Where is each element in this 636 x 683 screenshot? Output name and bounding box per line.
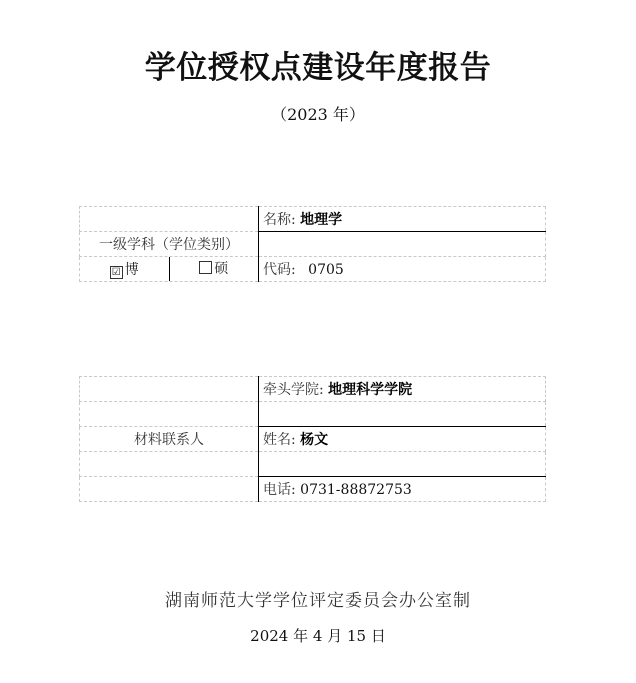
checkbox-checked-icon[interactable]: ☑ (110, 266, 123, 279)
phone-cell (259, 477, 546, 502)
person-value: 杨文 (300, 432, 329, 448)
phone-label: 电话: (263, 482, 296, 498)
issuing-office: 湖南师范大学学位评定委员会办公室制 (165, 591, 471, 611)
discipline-table (79, 206, 546, 282)
discipline-code-value: 0705 (308, 262, 344, 278)
college-label: 牵头学院: (263, 382, 324, 398)
degree-option-master[interactable] (169, 257, 259, 281)
contact-table (79, 376, 546, 502)
degree-doctor-label: 博 (124, 262, 139, 278)
discipline-name-cell (259, 207, 546, 232)
college-cell (259, 377, 546, 402)
issue-date: 2024 年 4 月 15 日 (250, 627, 386, 645)
discipline-code-label: 代码: (263, 262, 296, 278)
discipline-name-label: 名称: (263, 212, 296, 228)
discipline-name-value: 地理学 (300, 212, 343, 228)
college-value: 地理科学学院 (328, 382, 413, 398)
person-cell (259, 427, 546, 452)
person-label: 姓名: (263, 432, 296, 448)
discipline-code-cell (259, 257, 546, 282)
contact-section-label: 材料联系人 (80, 427, 259, 452)
degree-options-cell (80, 257, 259, 282)
discipline-category-label: 一级学科（学位类别） (80, 232, 259, 257)
degree-master-label: 硕 (214, 261, 229, 277)
checkbox-unchecked-icon[interactable] (199, 261, 212, 274)
phone-value: 0731-88872753 (300, 482, 412, 498)
degree-option-doctor[interactable] (80, 259, 169, 279)
report-title: 学位授权点建设年度报告 (144, 50, 492, 86)
report-year: （2023 年） (271, 105, 365, 124)
